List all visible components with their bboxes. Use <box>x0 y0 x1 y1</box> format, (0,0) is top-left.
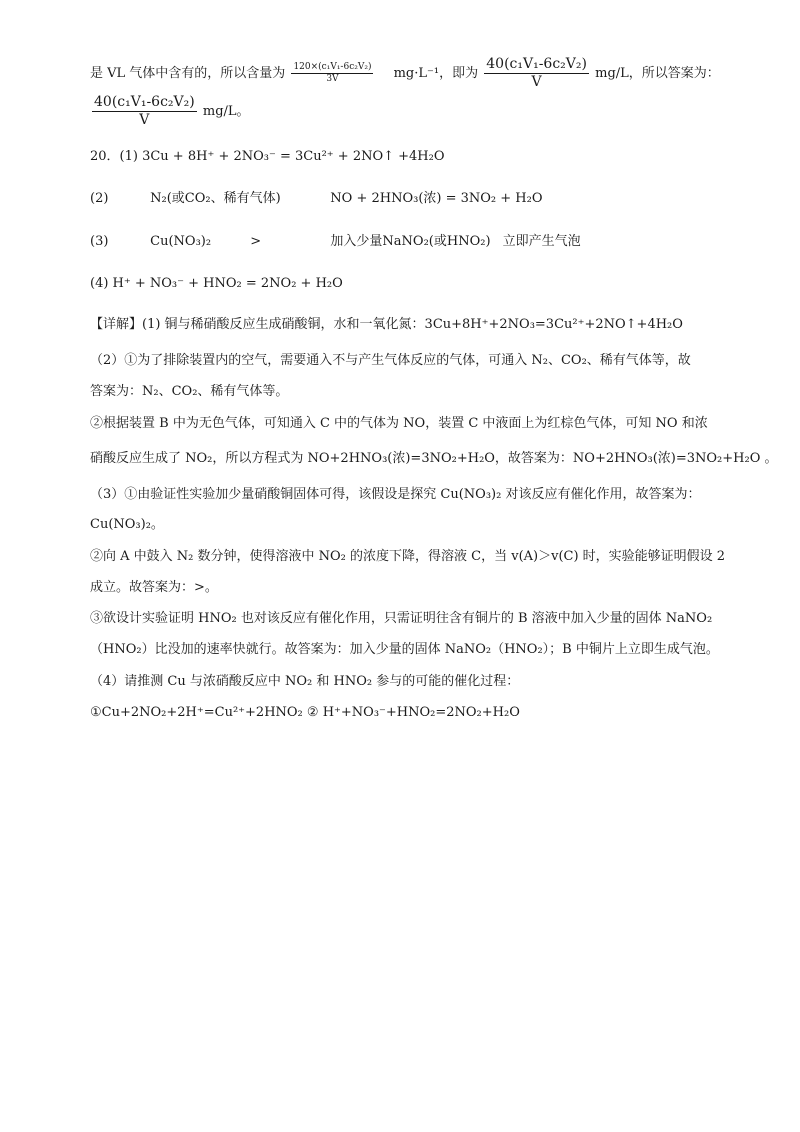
detail-paragraph-4a: （3）①由验证性实验加少量硝酸铜固体可得，该假设是探究 Cu(NO₃)₂ 对该反应有催化作用，故答案为： <box>90 487 701 502</box>
q20-answer-3-compare: > <box>250 234 262 249</box>
intro-text-3: mg/L。 <box>202 104 250 119</box>
q20-answer-2 <box>90 190 543 208</box>
q20-answer-3-result: 立即产生气泡 <box>502 234 581 249</box>
q20-answer-3-compound: Cu(NO₃)₂ <box>150 234 212 249</box>
fraction-denominator: V <box>531 74 542 90</box>
q20-answer-3 <box>90 233 581 251</box>
q20-answer-1: 20．(1) 3Cu + 8H⁺ + 2NO₃⁻ = 3Cu²⁺ + 2NO↑ +4H₂O <box>90 149 445 164</box>
detail-paragraph-6a: ③欲设计实验证明 HNO₂ 也对该反应有催化作用，只需证明往含有铜片的 B 溶液中加入少量的固体 NaNO₂ <box>90 611 713 626</box>
detail-paragraph-3a: ②根据装置 B 中为无色气体，可知通入 C 中的气体为 NO，装置 C 中液面上为红棕色气体，可知 NO 和浓 <box>90 416 708 431</box>
detail-paragraph-4b: Cu(NO₃)₂。 <box>90 517 164 532</box>
intro-line-1 <box>90 56 720 91</box>
fraction-content <box>291 62 373 85</box>
fraction-denominator: 3V <box>326 74 339 84</box>
intro-unit-1: mg·L⁻¹，即为 <box>393 66 479 81</box>
fraction-denominator: V <box>139 112 150 128</box>
fraction-answer <box>92 94 197 129</box>
fraction-numerator: 120×(c₁V₁-6c₂V₂) <box>293 62 372 72</box>
intro-text-2: mg/L，所以答案为： <box>595 66 720 81</box>
detail-paragraph-5b: 成立。故答案为：>。 <box>90 580 218 595</box>
detail-paragraph-8: ①Cu+2NO₂+2H⁺=Cu²⁺+2HNO₂ ② H⁺+NO₃⁻+HNO₂=2NO₂+H₂O <box>90 705 520 720</box>
fraction-numerator: 40(c₁V₁-6c₂V₂) <box>94 94 195 110</box>
q20-answer-2-gas: N₂(或CO₂、稀有气体) <box>150 191 281 206</box>
detail-paragraph-6b: （HNO₂）比没加的速率快就行。故答案为：加入少量的固体 NaNO₂（HNO₂）；B 中铜片上立即生成气泡。 <box>90 642 719 657</box>
detail-paragraph-5a: ②向 A 中鼓入 N₂ 数分钟，使得溶液中 NO₂ 的浓度下降，得溶液 C，当 v(A)＞v(C) 时，实验能够证明假设 2 <box>90 549 726 564</box>
q20-answer-3-method: 加入少量NaNO₂(或HNO₂) <box>330 234 491 249</box>
q20-answer-2-number: (2) <box>90 191 109 206</box>
detail-paragraph-7: （4）请推测 Cu 与浓硝酸反应中 NO₂ 和 HNO₂ 参与的可能的催化过程： <box>90 674 520 689</box>
detail-paragraph-1: 【详解】(1) 铜与稀硝酸反应生成硝酸铜，水和一氧化氮：3Cu+8H⁺+2NO₃=3Cu²⁺+2NO↑+4H₂O <box>90 317 683 332</box>
intro-text-1: 是 VL 气体中含有的，所以含量为 <box>90 66 286 81</box>
q20-answer-2-equation: NO + 2HNO₃(浓) = 3NO₂ + H₂O <box>330 191 543 206</box>
fraction-numerator: 40(c₁V₁-6c₂V₂) <box>486 56 587 72</box>
detail-paragraph-2a: （2）①为了排除装置内的空气，需要通入不与产生气体反应的气体，可通入 N₂、CO₂、稀有气体等，故 <box>90 353 691 368</box>
q20-answer-3-number: (3) <box>90 234 109 249</box>
q20-answer-4: (4) H⁺ + NO₃⁻ + HNO₂ = 2NO₂ + H₂O <box>90 276 343 291</box>
detail-paragraph-2b: 答案为：N₂、CO₂、稀有气体等。 <box>90 384 289 399</box>
intro-line-2 <box>90 94 250 129</box>
fraction-content-2 <box>484 56 589 91</box>
detail-paragraph-3b: 硝酸反应生成了 NO₂，所以方程式为 NO+2HNO₃(浓)=3NO₂+H₂O，故答案为：NO+2HNO₃(浓)=3NO₂+H₂O 。 <box>90 451 778 466</box>
